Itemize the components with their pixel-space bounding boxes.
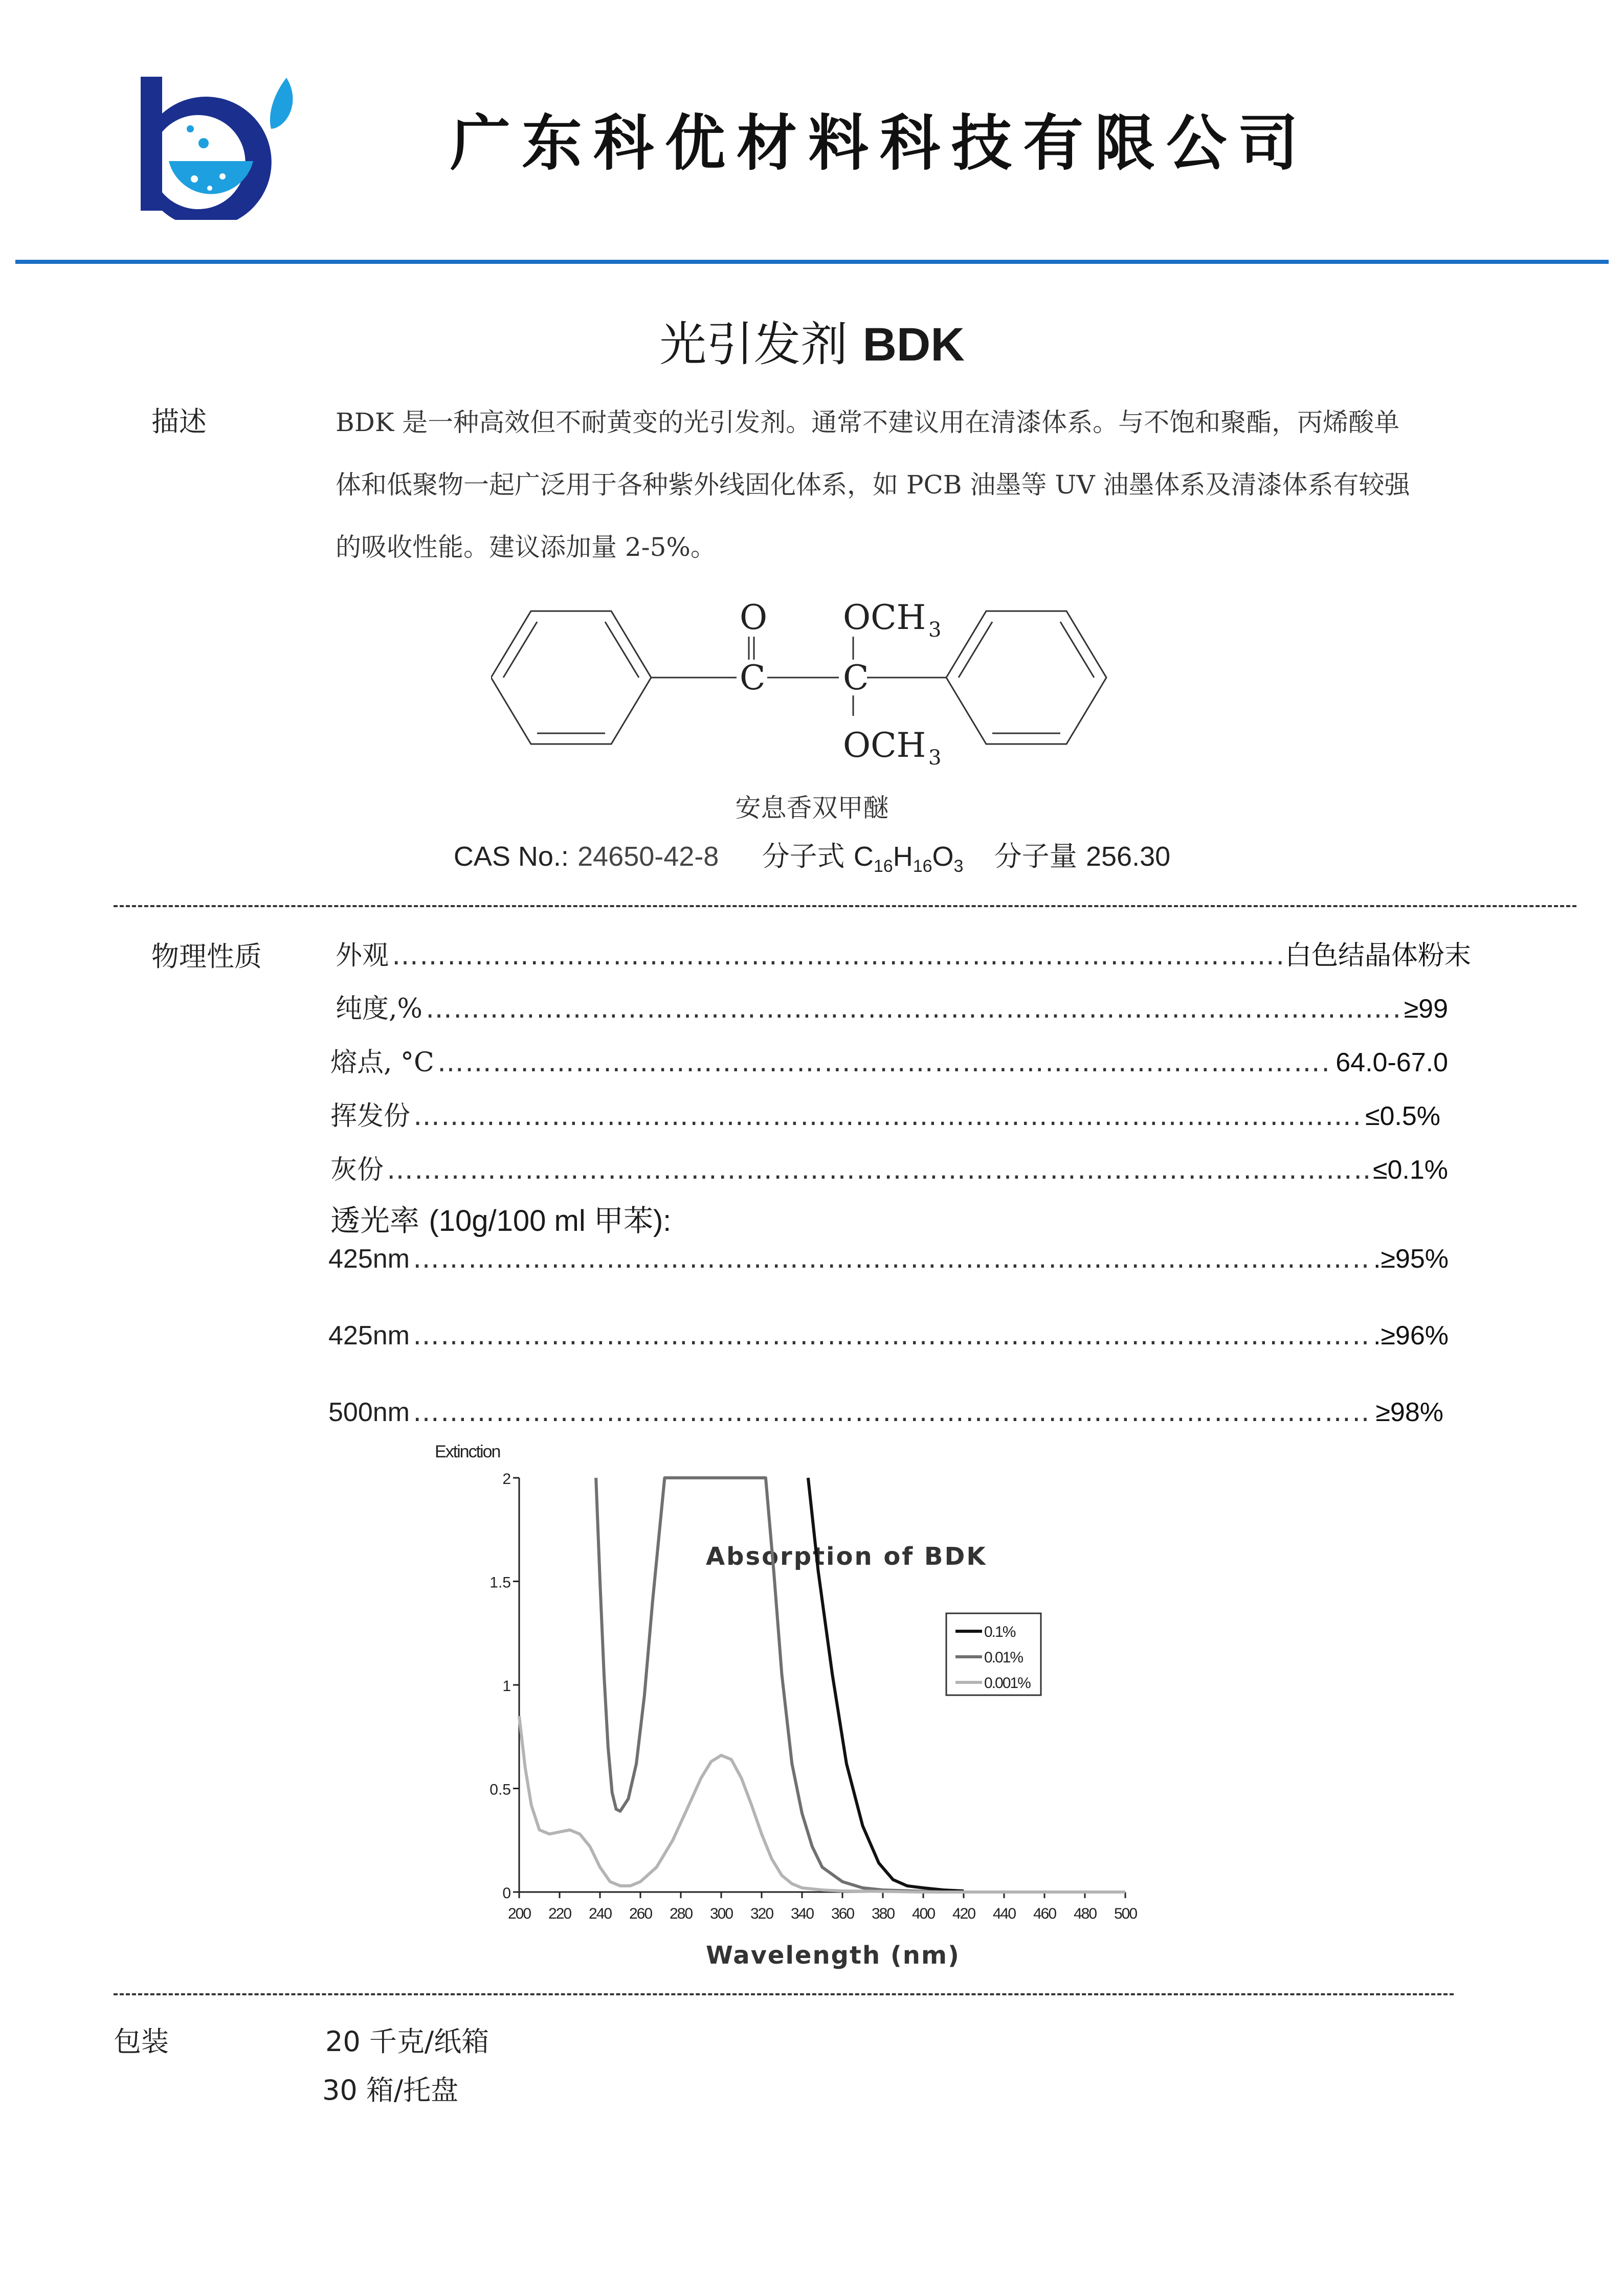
x-tick-label: 380 (871, 1905, 895, 1922)
molecular-formula: $C_{16}H_{16}O_3$ (853, 841, 964, 876)
properties-label: 物理性质 (151, 940, 262, 973)
y-tick-label: 2 (502, 1471, 511, 1488)
packaging-line: 30 箱/托盘 (322, 2074, 459, 2106)
x-axis-label: Wavelength (nm) (706, 1941, 960, 1970)
methoxy-bottom-subscript: 3 (928, 746, 942, 770)
absorption-chart (430, 1442, 1156, 1984)
series-line-0-01- (596, 1478, 943, 1892)
x-tick-label: 480 (1073, 1905, 1097, 1922)
x-tick-label: 500 (1114, 1905, 1137, 1922)
y-tick-label: 1.5 (490, 1574, 511, 1591)
section-divider (114, 1993, 1454, 1995)
property-row: 纯度,% …………………………………………………………………………………………………………………………………………………………………………………………………… ≥99 (336, 987, 1448, 1023)
transmittance-row: 425nm …………………………………………………………………………………………………………………………………………………………………………………………………… .≥95% (328, 1244, 1449, 1279)
x-tick-label: 220 (548, 1905, 571, 1922)
legend-label: 0.001% (984, 1675, 1030, 1692)
x-tick-label: 240 (588, 1905, 612, 1922)
mw-label: 分子量 (994, 840, 1077, 872)
legend-label: 0.1% (984, 1624, 1015, 1640)
ketal-carbon-label: C (843, 658, 869, 697)
description-line: 的吸收性能。建议添加量 2-5%。 (336, 532, 716, 562)
x-tick-label: 300 (709, 1905, 733, 1922)
x-tick-label: 460 (1033, 1905, 1056, 1922)
property-row: 灰份 …………………………………………………………………………………………………………………………………………………………………………………………………… ≤0.1% (330, 1148, 1448, 1184)
packaging-line: 20 千克/纸箱 (325, 2025, 490, 2058)
packaging-label: 包装 (114, 2025, 169, 2058)
title-product: BDK (862, 319, 965, 371)
y-tick-label: 1 (502, 1678, 511, 1695)
description-line: BDK 是一种高效但不耐黄变的光引发剂。通常不建议用在清漆体系。与不饱和聚酯，丙烯酸单 (336, 408, 1400, 437)
company-logo (133, 72, 307, 220)
identity-line (0, 835, 1624, 876)
methoxy-top-label: OCH (843, 598, 926, 637)
header-divider (15, 260, 1609, 264)
title-prefix: 光引发剂 (659, 317, 848, 372)
legend-label: 0.01% (984, 1649, 1023, 1666)
x-tick-label: 280 (669, 1905, 693, 1922)
chemical-structure (491, 588, 1120, 772)
methoxy-top-subscript: 3 (928, 618, 942, 642)
property-row: 挥发份 …………………………………………………………………………………………………………………………………………………………………………………………………… ≤0.5% (330, 1094, 1440, 1130)
x-tick-label: 400 (911, 1905, 935, 1922)
cas-label: CAS No.: (453, 841, 569, 872)
transmittance-heading: 透光率 (10g/100 ml 甲苯): (330, 1203, 672, 1238)
x-tick-label: 340 (790, 1905, 814, 1922)
series-line-0-1- (808, 1478, 964, 1891)
y-tick-label: 0 (502, 1885, 511, 1902)
right-benzene-ring (946, 611, 1106, 744)
property-row: 外观 …………………………………………………………………………………………………………………………………………………………………………………………………… 白色结晶体粉末 (336, 934, 1471, 970)
cas-value: 24650-42-8 (577, 841, 719, 872)
description-label: 描述 (151, 406, 207, 438)
property-row: 熔点, °C …………………………………………………………………………………………………………………………………………………………………………………………………… 64.0-67.0 (330, 1041, 1448, 1076)
left-benzene-ring (491, 611, 651, 744)
section-divider (114, 905, 1576, 907)
compound-name: 安息香双甲醚 (735, 793, 889, 823)
formula-label: 分子式 (762, 840, 845, 872)
x-tick-label: 440 (992, 1905, 1016, 1922)
x-tick-label: 320 (750, 1905, 773, 1922)
y-tick-label: 0.5 (490, 1781, 511, 1798)
transmittance-row: 425nm …………………………………………………………………………………………………………………………………………………………………………………………………… .≥96% (328, 1320, 1449, 1356)
oxygen-label: O (740, 598, 768, 637)
x-tick-label: 260 (629, 1905, 652, 1922)
methoxy-bottom-label: OCH (843, 726, 926, 765)
y-axis-label: Extinction (435, 1442, 500, 1461)
description-line: 体和低聚物一起广泛用于各种紫外线固化体系，如 PCB 油墨等 UV 油墨体系及清漆体系有较强 (336, 470, 1410, 500)
mw-value: 256.30 (1085, 841, 1171, 872)
x-tick-label: 420 (952, 1905, 975, 1922)
x-tick-label: 360 (831, 1905, 854, 1922)
transmittance-row: 500nm …………………………………………………………………………………………………………………………………………………………………………………………………… ≥98% (328, 1397, 1443, 1433)
chart-title: Absorption of BDK (706, 1542, 987, 1571)
page-title (0, 307, 1624, 374)
carbonyl-carbon-label: C (740, 658, 766, 697)
x-tick-label: 200 (507, 1905, 531, 1922)
company-name: 广东科优材料科技有限公司 (450, 107, 1310, 178)
